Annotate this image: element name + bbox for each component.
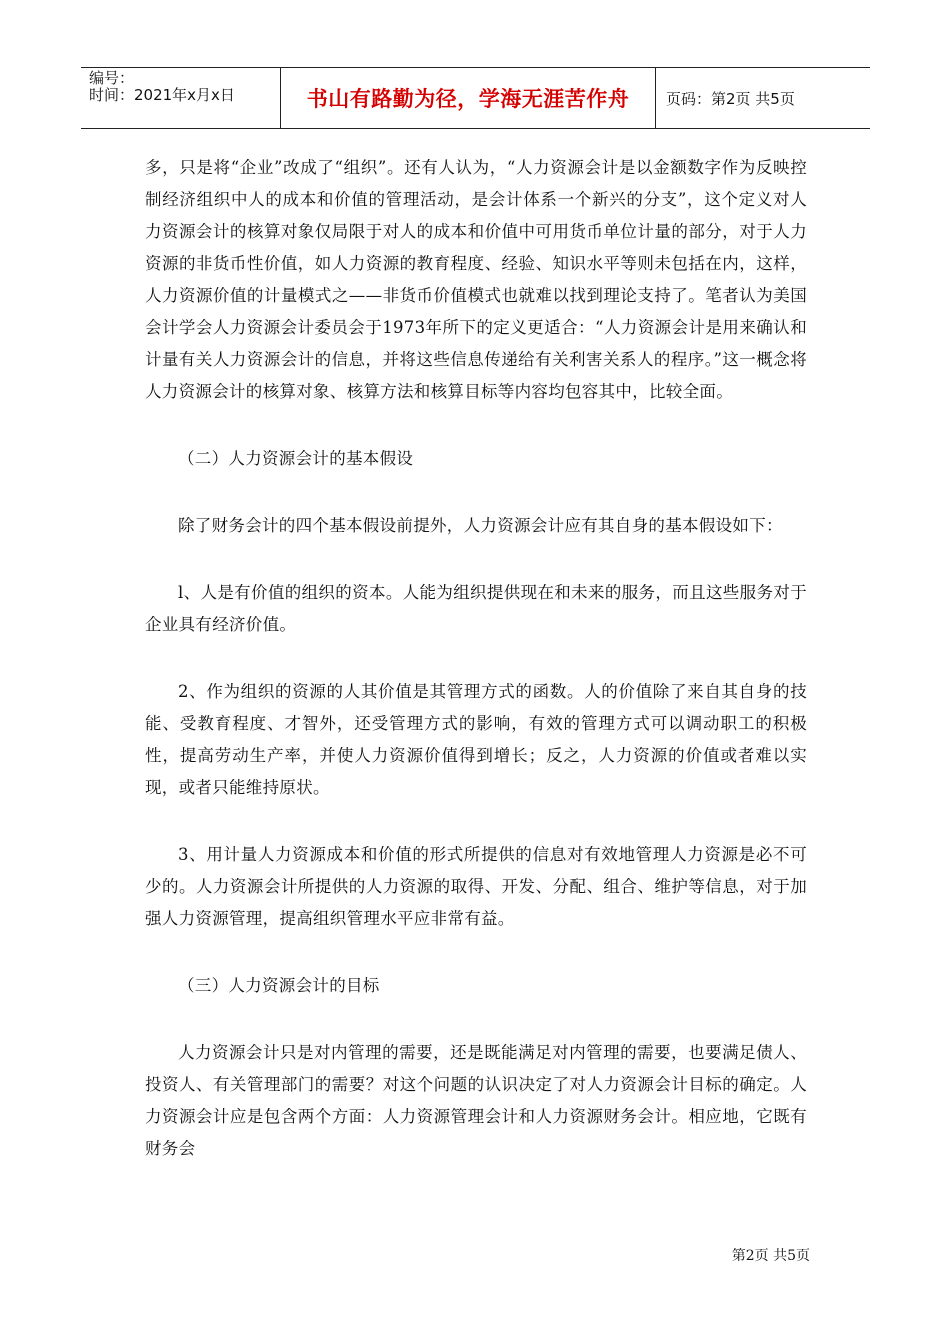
list-item: 3、用计量人力资源成本和价值的形式所提供的信息对有效地管理人力资源是必不可少的。人力资源会计所提供的人力资源的取得、开发、分配、组合、维护等信息，对于加强人力资源管理，提高组织管理水平应非常有益。 [145,845,807,928]
paragraph: 多，只是将“企业”改成了“组织”。还有人认为，“人力资源会计是以金额数字作为反映控制经济组织中人的成本和价值的管理活动，是会计体系一个新兴的分支”，这个定义对人力资源会计的核算对象仅局限于对人的成本和价值中可用货币单位计量的部分，对于人力资源的非货币性价值，如人力资源的教育程度、经验、知识水平等则未包括在内，这样，人力资源价值的计量模式之——非货币价值模式也就难以找到理论支持了。笔者认为美国会计学会人力资源会计委员会于1973年所下的定义更适合：“人力资源会计是用来确认和计量有关人力资源会计的信息，并将这些信息传递给有关利害关系人的程序。”这一概念将人力资源会计的核算对象、核算方法和核算目标等内容均包容其中，比较全面。 [145,158,807,401]
document-number-label: 编号： [89,69,135,87]
page-header [81,67,870,129]
list-item: 2、作为组织的资源的人其价值是其管理方式的函数。人的价值除了来自其自身的技能、受教育程度、才智外，还受管理方式的影响，有效的管理方式可以调动职工的积极性，提高劳动生产率，并使人力资源价值得到增长；反之，人力资源的价值或者难以实现，或者只能维持原状。 [145,682,807,797]
page-footer: 第2页 共5页 [731,1248,810,1264]
header-motto: 书山有路勤为径，学海无涯苦作舟 [281,68,656,128]
header-page-number: 页码：第2页 共5页 [666,89,795,108]
paragraph: 人力资源会计只是对内管理的需要，还是既能满足对内管理的需要，也要满足债人、投资人、有关管理部门的需要？对这个问题的认识决定了对人力资源会计目标的确定。人力资源会计应是包含两个方面：人力资源管理会计和人力资源财务会计。相应地，它既有财务会 [145,1043,807,1158]
section-heading: （三）人力资源会计的目标 [178,976,380,995]
document-body [145,152,807,1165]
section-heading: （二）人力资源会计的基本假设 [178,449,414,468]
document-date-label: 时间：2021年x月x日 [89,86,235,104]
list-item: l、人是有价值的组织的资本。人能为组织提供现在和未来的服务，而且这些服务对于企业具有经济价值。 [145,583,807,634]
header-meta [81,68,281,128]
paragraph: 除了财务会计的四个基本假设前提外，人力资源会计应有其自身的基本假设如下： [178,516,783,535]
